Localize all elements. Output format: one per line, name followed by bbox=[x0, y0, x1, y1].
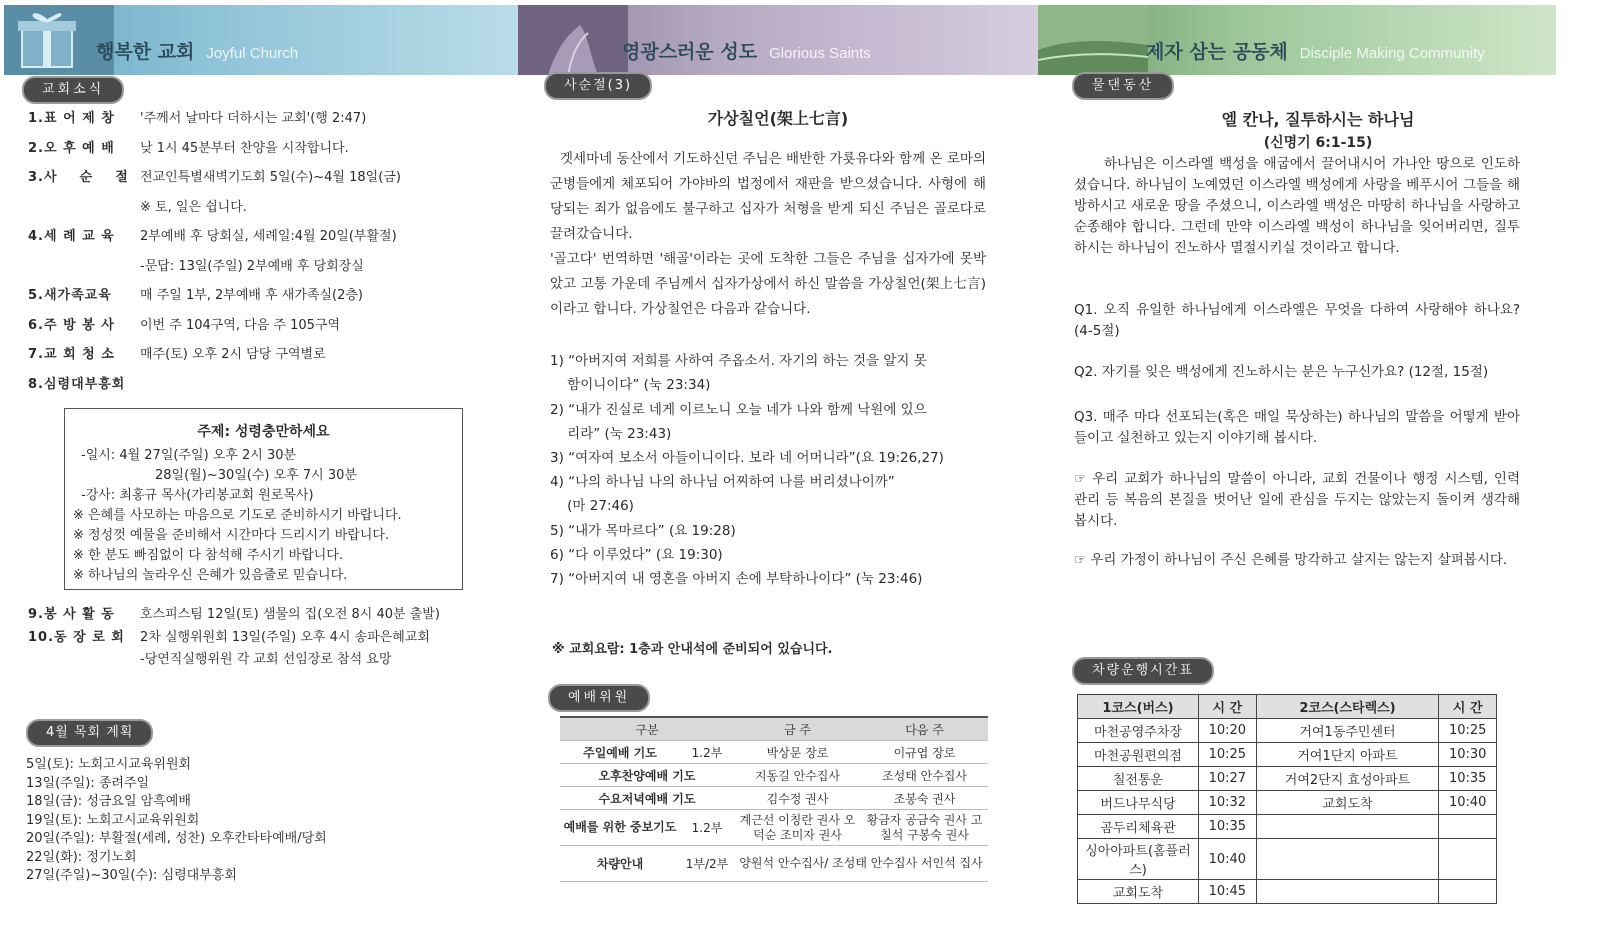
table-cell: 오후찬양예배 기도 bbox=[560, 764, 734, 787]
news-label: 4.세 례 교 육 bbox=[28, 229, 115, 244]
news-item bbox=[28, 626, 498, 648]
table-cell: 차량안내 bbox=[560, 846, 680, 882]
table-cell: 수요저녁예배 기도 bbox=[560, 787, 734, 810]
news-label: 8.심령대부흥회 bbox=[28, 376, 126, 392]
table-header: 시 간 bbox=[1199, 695, 1257, 719]
praying-hands-icon bbox=[518, 5, 628, 75]
news-text: 매 주일 1부, 2부예배 후 새가족실(2층) bbox=[140, 288, 364, 303]
table-cell: 10:32 bbox=[1199, 791, 1257, 815]
table-row bbox=[1078, 880, 1497, 904]
reflection-1: ☞ 우리 교회가 하나님의 말씀이 아니라, 교회 건물이나 행정 시스템, 인력 관리 등 복음의 본질을 벗어난 일에 관심을 두지는 않았는지 돌이켜 생각해봅시다. bbox=[1074, 471, 1520, 529]
news-text: ※ 토, 일은 쉽니다. bbox=[140, 199, 247, 215]
plan-item: 20일(주일): 부활절(세례, 성찬) 오후칸타타예배/당회 bbox=[26, 831, 327, 846]
table-cell: 10:40 bbox=[1439, 791, 1497, 815]
table-cell: 10:20 bbox=[1199, 719, 1257, 743]
revival-theme: 주제: 성령충만하세요 bbox=[197, 424, 330, 440]
news-label: 7.교 회 청 소 bbox=[28, 347, 115, 362]
news-label: 6.주 방 봉 사 bbox=[28, 317, 115, 333]
news-label: 5.새가족교육 bbox=[28, 288, 112, 303]
table-cell: 1부/2부 bbox=[680, 846, 734, 882]
question-3: Q3. 매주 마다 선포되는(혹은 매일 묵상하는) 하나님의 말씀을 어떻게 받아들이고 실천하고 있는지 이야기해 봅시다. bbox=[1074, 409, 1520, 446]
banner-joyful-church bbox=[4, 5, 518, 75]
seven-words-item: 함이니이다” (눅 23:34) bbox=[550, 377, 711, 393]
table-cell bbox=[1439, 815, 1497, 839]
news-text: 낮 1시 45분부터 찬양을 시작합니다. bbox=[140, 140, 349, 156]
table-cell: 10:25 bbox=[1199, 743, 1257, 767]
news-label: 10.동 장 로 회 bbox=[28, 629, 125, 645]
plan-item: 22일(화): 정기노회 bbox=[26, 849, 137, 865]
revival-line: ※ 은혜를 사모하는 마음으로 기도로 준비하시기 바랍니다. bbox=[73, 508, 402, 523]
seven-words-item: 리라” (눅 23:43) bbox=[550, 426, 672, 442]
banner-title: 행복한 교회 Joyful Church bbox=[96, 41, 299, 63]
table-row bbox=[1078, 743, 1497, 767]
news-label: 1.표 어 제 창 bbox=[28, 111, 115, 126]
news-text: 2차 실행위원회 13일(주일) 오후 4시 송파은혜교회 bbox=[140, 629, 430, 645]
table-cell: 조봉숙 권사 bbox=[861, 787, 988, 810]
revival-line: -강사: 최홍규 목사(가리봉교회 원로목사) bbox=[81, 488, 314, 503]
section-tag-vehicle-schedule: 차량운행시간표 bbox=[1072, 657, 1214, 685]
news-text: 매주(토) 오후 2시 담당 구역별로 bbox=[140, 347, 326, 362]
question-1: Q1. 오직 유일한 하나님에게 이스라엘은 무엇을 다하여 사랑해야 하나요? (4-5절) bbox=[1074, 302, 1520, 339]
news-text: '주께서 날마다 더하시는 교회'(행 2:47) bbox=[140, 111, 367, 126]
banner-disciple-making bbox=[1038, 5, 1556, 75]
banner-title: 영광스러운 성도 Glorious Saints bbox=[622, 41, 871, 63]
plan-item: 18일(금): 성금요일 암흑예배 bbox=[26, 794, 191, 809]
news-text: -당연직실행위원 각 교회 선임장로 참석 요망 bbox=[140, 652, 392, 667]
table-cell: 10:45 bbox=[1199, 880, 1257, 904]
table-cell: 10:27 bbox=[1199, 767, 1257, 791]
revival-line: 28일(월)~30일(수) 오후 7시 30분 bbox=[155, 468, 357, 483]
field-landscape-icon bbox=[1038, 5, 1148, 75]
table-cell: 계근선 이칭란 권사 오덕순 조미자 권사 bbox=[734, 810, 861, 846]
plan-item: 19일(토): 노회고시교육위원회 bbox=[26, 812, 200, 828]
table-row bbox=[1078, 791, 1497, 815]
table-header: 시 간 bbox=[1439, 695, 1497, 719]
revival-line: ※ 한 분도 빠짐없이 다 참석해 주시기 바랍니다. bbox=[73, 548, 343, 563]
article-heading: 가상칠언(架上七言) bbox=[707, 109, 849, 128]
table-header: 구분 bbox=[560, 717, 734, 741]
table-cell: 김수정 권사 bbox=[734, 787, 861, 810]
table-cell: 지동길 안수집사 bbox=[734, 764, 861, 787]
news-item bbox=[28, 648, 498, 670]
news-item bbox=[28, 284, 498, 306]
worship-committee-table bbox=[560, 716, 988, 882]
table-row bbox=[1078, 839, 1497, 880]
table-cell: 조성태 안수집사 bbox=[861, 764, 988, 787]
table-row bbox=[560, 846, 988, 882]
seven-words-item: 1) “아버지여 저희를 사하여 주옵소서. 자기의 하는 것을 알지 못 bbox=[550, 353, 927, 369]
seven-words-item: 6) “다 이루었다” (요 19:30) bbox=[550, 547, 723, 563]
table-cell: 교회도착 bbox=[1256, 791, 1439, 815]
seven-words-item: 2) “내가 진실로 네게 이르노니 오늘 네가 나와 함께 낙원에 있으 bbox=[550, 402, 927, 418]
news-item bbox=[28, 196, 498, 218]
table-cell: 싱아아파트(홈플러스) bbox=[1078, 839, 1199, 880]
section-tag-april-plan: 4월 목회 계획 bbox=[26, 719, 153, 747]
article-paragraph: 겟세마네 동산에서 기도하신던 주님은 배반한 가룟유다와 함께 온 로마의 군병들에게 체포되어 가야바의 법정에서 재판을 받으셨습니다. 사형에 해당되는 죄가 없음에도 불구하고 십자가 처형을 받게 되신 주님은 골로다로 끌려갔습니다. bbox=[550, 151, 986, 242]
table-cell: 1.2부 bbox=[680, 810, 734, 846]
banner-subtitle: Joyful Church bbox=[206, 45, 299, 62]
table-cell: 10:40 bbox=[1199, 839, 1257, 880]
table-row bbox=[560, 764, 988, 787]
table-cell: 10:35 bbox=[1439, 767, 1497, 791]
table-cell: 마천공영주차장 bbox=[1078, 719, 1199, 743]
plan-item: 27일(주일)~30일(수): 심령대부흥회 bbox=[26, 868, 237, 883]
table-cell: 거여1동주민센터 bbox=[1256, 719, 1439, 743]
revival-line: ※ 하나님의 놀라우신 은혜가 있음줄로 믿습니다. bbox=[73, 568, 348, 583]
news-item bbox=[28, 255, 498, 277]
table-cell: 박상문 장로 bbox=[734, 741, 861, 764]
news-item bbox=[28, 314, 498, 336]
table-row bbox=[1078, 815, 1497, 839]
table-header: 1코스(버스) bbox=[1078, 695, 1199, 719]
news-item bbox=[28, 343, 498, 365]
table-cell: 예배를 위한 중보기도 bbox=[560, 810, 680, 846]
article-paragraph: '골고다' 번역하면 '해골'이라는 곳에 도착한 그들은 주님을 십자가에 못박았고 고통 가운데 주님께서 십자가상에서 하신 말씀을 가상칠언(架上七言) 이라고 합니다. 가상칠언은 다음과 같습니다. bbox=[550, 251, 986, 317]
table-cell bbox=[1256, 880, 1439, 904]
seven-words-item: 3) “여자여 보소서 아들이니이다. 보라 네 어머니라”(요 19:26,27) bbox=[550, 450, 944, 466]
plan-item: 13일(주일): 종려주일 bbox=[26, 775, 150, 791]
table-cell: 마천공원편의점 bbox=[1078, 743, 1199, 767]
article-heading: 엘 칸나, 질투하시는 하나님 bbox=[1221, 110, 1415, 129]
section-tag-lent: 사순절(3) bbox=[544, 72, 652, 100]
table-cell: 1.2부 bbox=[680, 741, 734, 764]
news-text: 호스피스팀 12일(토) 샘물의 집(오전 8시 40분 출발) bbox=[140, 607, 440, 622]
banner-subtitle: Disciple Making Community bbox=[1299, 45, 1485, 62]
plan-item: 5일(토): 노회고시교육위원회 bbox=[26, 757, 192, 772]
table-cell: 10:25 bbox=[1439, 719, 1497, 743]
table-row bbox=[560, 741, 988, 764]
news-item bbox=[28, 225, 498, 247]
church-handbook-note: ※ 교회요람: 1층과 안내석에 준비되어 있습니다. bbox=[552, 642, 833, 657]
news-item bbox=[28, 166, 498, 188]
banner-subtitle: Glorious Saints bbox=[769, 45, 871, 62]
news-text: 전교인특별새벽기도회 5일(수)~4월 18일(금) bbox=[140, 170, 401, 185]
news-item bbox=[28, 603, 498, 625]
table-cell: 교회도착 bbox=[1078, 880, 1199, 904]
revival-line: -일시: 4월 27일(주일) 오후 2시 30분 bbox=[81, 448, 297, 463]
section-tag-watered-garden: 물댄동산 bbox=[1072, 72, 1174, 100]
table-row bbox=[1078, 767, 1497, 791]
seven-words-item: 5) “내가 목마르다” (요 19:28) bbox=[550, 523, 736, 539]
seven-words-item: (마 27:46) bbox=[550, 498, 634, 514]
news-label: 9.봉 사 활 동 bbox=[28, 607, 115, 622]
table-row bbox=[560, 810, 988, 846]
table-cell: 이규엽 장로 bbox=[861, 741, 988, 764]
table-header: 다음 주 bbox=[861, 717, 988, 741]
news-text: 이번 주 104구역, 다음 주 105구역 bbox=[140, 317, 341, 333]
news-item bbox=[28, 137, 498, 159]
table-cell bbox=[1256, 839, 1439, 880]
table-cell: 거여1단지 아파트 bbox=[1256, 743, 1439, 767]
scripture-reference: (신명기 6:1-15) bbox=[1263, 135, 1373, 151]
news-text: 2부예배 후 당회실, 세례일:4월 20일(부활절) bbox=[140, 229, 397, 244]
news-label: 2.오 후 예 배 bbox=[28, 140, 115, 156]
table-header: 금 주 bbox=[734, 717, 861, 741]
seven-words-item: 7) “아버지여 내 영혼을 아버지 손에 부탁하나이다” (눅 23:46) bbox=[550, 571, 923, 587]
table-cell bbox=[1439, 839, 1497, 880]
question-2: Q2. 자기를 잊은 백성에게 진노하시는 분은 누구신가요? (12절, 15절) bbox=[1074, 364, 1489, 380]
article-paragraph: 하나님은 이스라엘 백성을 애굽에서 끌어내시어 가나안 땅으로 인도하셨습니다. 하나님이 노예였던 이스라엘 백성에게 사랑을 베푸시어 그들을 해방하시고 새로운 땅을 주셨으니, 이스라엘 백성은 마땅히 하나님을 사랑하고 순종해야 합니다. 그런데 만약 이스라엘 백성이 하나님을 잊어버리면, 질투하시는 하나님이 진노하사 멸절시키실 것이라고 합니다. bbox=[1074, 156, 1520, 256]
table-cell: 버드나무식당 bbox=[1078, 791, 1199, 815]
vehicle-schedule-table bbox=[1077, 694, 1497, 904]
banner-glorious-saints bbox=[518, 5, 1038, 75]
news-text: -문답: 13일(주일) 2부예배 후 당회장실 bbox=[140, 258, 364, 274]
table-cell: 10:35 bbox=[1199, 815, 1257, 839]
reflection-2: ☞ 우리 가정이 하나님이 주신 은혜를 망각하고 살지는 않는지 살펴봅시다. bbox=[1074, 552, 1508, 568]
table-cell: 칠전통운 bbox=[1078, 767, 1199, 791]
revival-meeting-box bbox=[64, 408, 463, 590]
table-row bbox=[560, 787, 988, 810]
table-cell: 곰두리체육관 bbox=[1078, 815, 1199, 839]
section-tag-church-news: 교회소식 bbox=[22, 76, 124, 104]
table-row bbox=[1078, 719, 1497, 743]
news-item bbox=[28, 107, 498, 129]
news-label: 3.사 순 절 bbox=[28, 170, 129, 185]
table-cell: 주일예배 기도 bbox=[560, 741, 680, 764]
banner-title: 제자 삼는 공동체 Disciple Making Community bbox=[1146, 41, 1485, 63]
table-cell bbox=[1439, 880, 1497, 904]
table-cell: 10:30 bbox=[1439, 743, 1497, 767]
column-joyful-church bbox=[0, 0, 518, 938]
table-cell bbox=[1256, 815, 1439, 839]
revival-line: ※ 정성껏 예물을 준비해서 시간마다 드리시기 바랍니다. bbox=[73, 528, 390, 543]
section-tag-worship-committee: 예배위원 bbox=[548, 684, 650, 712]
seven-words-item: 4) “나의 하나님 나의 하나님 어찌하여 나를 버리셨나이까” bbox=[550, 474, 895, 490]
table-cell: 거여2단지 효성아파트 bbox=[1256, 767, 1439, 791]
table-header: 2코스(스타렉스) bbox=[1256, 695, 1439, 719]
table-cell: 양원석 안수집사/ 조성태 안수집사 서인석 집사 bbox=[734, 846, 988, 882]
news-item bbox=[28, 373, 498, 395]
table-cell: 황금자 공금숙 권사 고칠석 구봉숙 권사 bbox=[861, 810, 988, 846]
